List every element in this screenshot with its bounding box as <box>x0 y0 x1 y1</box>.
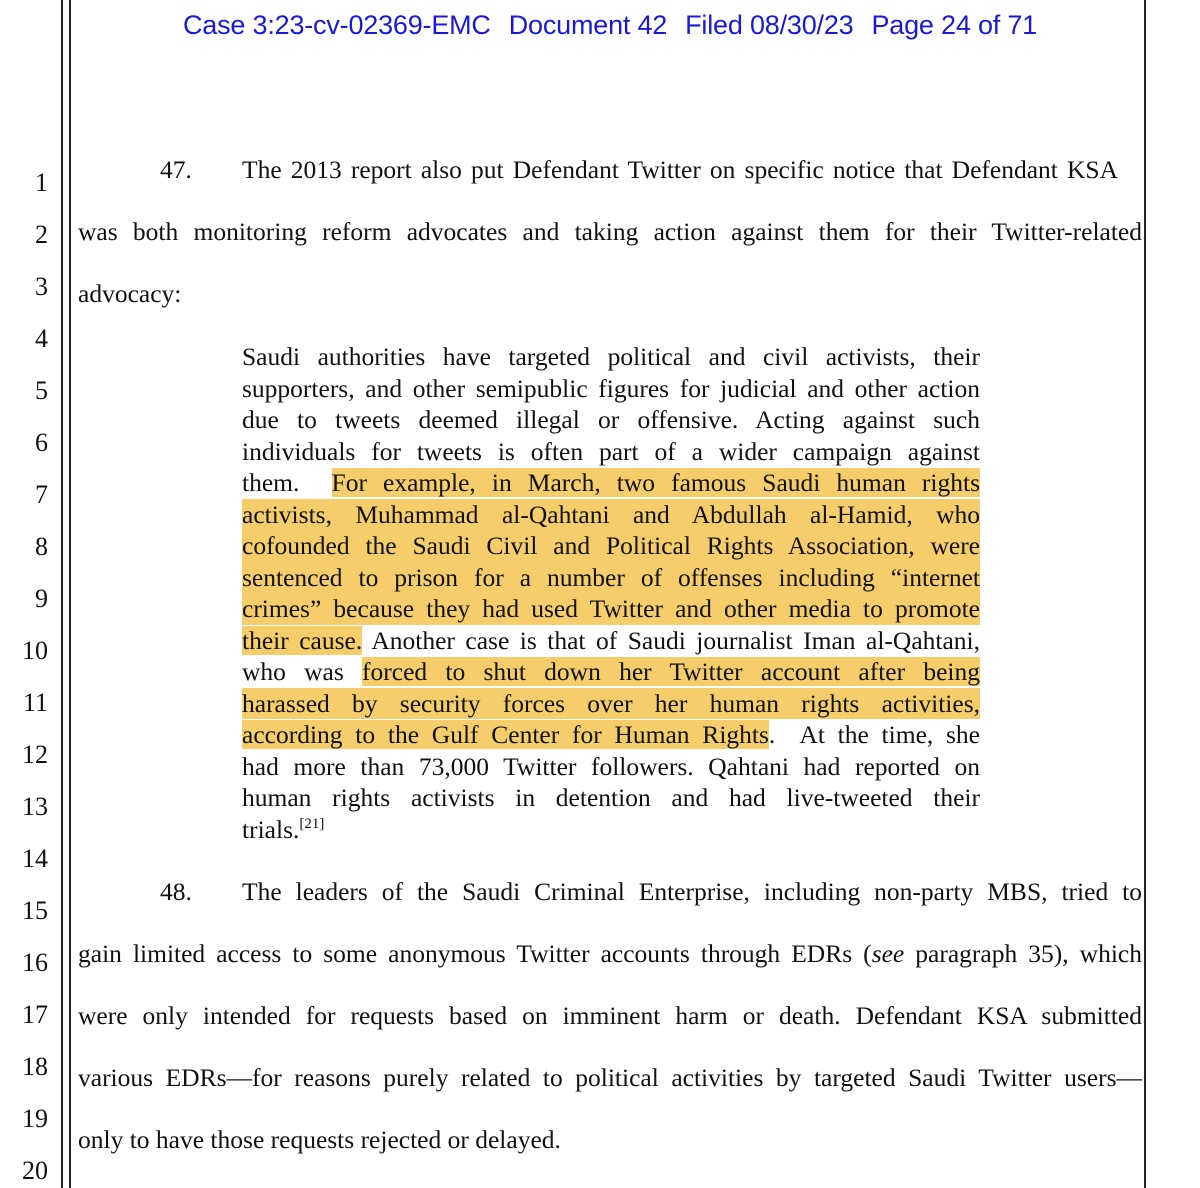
case-number: Case 3:23-cv-02369-EMC <box>182 10 491 40</box>
body-line: were only intended for requests based on imminent harm or death. Defendant KSA submitted <box>78 1001 1142 1030</box>
line-number: 17 <box>22 1000 48 1029</box>
line-number: 13 <box>22 792 48 821</box>
highlighted-text: their cause. <box>242 625 363 655</box>
line-number: 10 <box>22 636 48 665</box>
line-number: 15 <box>22 896 48 925</box>
quote-line: supporters, and other semipublic figures for judicial and other action <box>242 373 980 403</box>
body-line: The leaders of the Saudi Criminal Enterprise, including non-party MBS, tried to <box>242 877 1142 906</box>
quote-line: human rights activists in detention and had live-tweeted their <box>242 783 980 812</box>
line-number: 3 <box>35 272 48 301</box>
quote-line-highlighted: harassed by security forces over her human rights activities, <box>242 688 980 718</box>
quote-line: had more than 73,000 Twitter followers. Qahtani had reported on <box>242 751 980 781</box>
document-number: Document 42 <box>508 10 668 40</box>
body-line <box>78 939 1142 969</box>
line-number: 8 <box>35 532 48 561</box>
paragraph-number: 48. <box>160 877 192 906</box>
citation-signal: see <box>871 939 905 968</box>
paragraph-number: 47. <box>160 155 192 184</box>
right-margin-rule <box>1144 0 1146 1188</box>
body-line: was both monitoring reform advocates and taking action against them for their Twitter-related <box>78 217 1142 246</box>
quote-text: them. <box>242 468 332 497</box>
page-indicator: Page 24 of 71 <box>871 10 1037 40</box>
quote-text: who was <box>242 657 363 686</box>
highlighted-text: according to the Gulf Center for Human Rights <box>242 720 769 749</box>
body-line: only to have those requests rejected or delayed. <box>78 1125 561 1154</box>
line-number: 19 <box>22 1104 48 1133</box>
left-margin-rule-inner <box>69 0 71 1188</box>
quote-line: Saudi authorities have targeted political and civil activists, their <box>242 342 980 371</box>
quote-text: trials. <box>242 814 300 844</box>
line-number: 12 <box>22 740 48 769</box>
quote-line <box>242 467 980 499</box>
block-quote <box>242 341 980 845</box>
quote-line <box>242 719 980 751</box>
quote-line: due to tweets deemed illegal or offensive. Acting against such <box>242 405 980 434</box>
quote-line <box>242 814 980 846</box>
highlighted-text: forced to shut down her Twitter account after being <box>362 657 980 686</box>
line-number: 11 <box>22 688 48 717</box>
line-number: 16 <box>22 948 48 977</box>
quote-line-highlighted: cofounded the Saudi Civil and Political Rights Association, were <box>242 531 980 560</box>
body-text: paragraph 35), which <box>904 939 1142 968</box>
line-number: 2 <box>35 220 48 249</box>
quote-line <box>242 656 980 688</box>
highlighted-text: For example, in March, two famous Saudi human rights <box>331 468 980 497</box>
line-number: 7 <box>35 480 48 509</box>
body-line: various EDRs—for reasons purely related to political activities by targeted Saudi Twitter users— <box>78 1063 1142 1092</box>
line-number: 20 <box>22 1156 48 1185</box>
left-margin-rule-outer <box>61 0 63 1188</box>
quote-line: individuals for tweets is often part of a wider campaign against <box>242 436 980 466</box>
case-header <box>0 10 1200 41</box>
quote-line <box>242 625 980 657</box>
line-number: 5 <box>35 376 48 405</box>
line-number: 4 <box>35 324 48 353</box>
quote-line-highlighted: activists, Muhammad al-Qahtani and Abdullah al-Hamid, who <box>242 499 980 529</box>
line-number: 9 <box>35 584 48 613</box>
body-line: The 2013 report also put Defendant Twitter on specific notice that Defendant KSA <box>242 155 1118 184</box>
line-number: 14 <box>22 844 48 873</box>
line-number: 1 <box>35 168 48 197</box>
body-line: advocacy: <box>78 279 182 308</box>
filed-date: Filed 08/30/23 <box>685 10 854 40</box>
footnote-reference[interactable]: [21] <box>299 815 325 832</box>
line-number: 6 <box>35 428 48 457</box>
line-number: 18 <box>22 1052 48 1081</box>
body-text: gain limited access to some anonymous Twitter accounts through EDRs ( <box>78 939 872 968</box>
quote-line-highlighted: sentenced to prison for a number of offenses including “internet <box>242 562 980 592</box>
quote-text: Another case is that of Saudi journalist Iman al-Qahtani, <box>362 625 981 655</box>
quote-text: . At the time, she <box>768 720 981 749</box>
quote-line-highlighted: crimes” because they had used Twitter and other media to promote <box>242 594 980 623</box>
